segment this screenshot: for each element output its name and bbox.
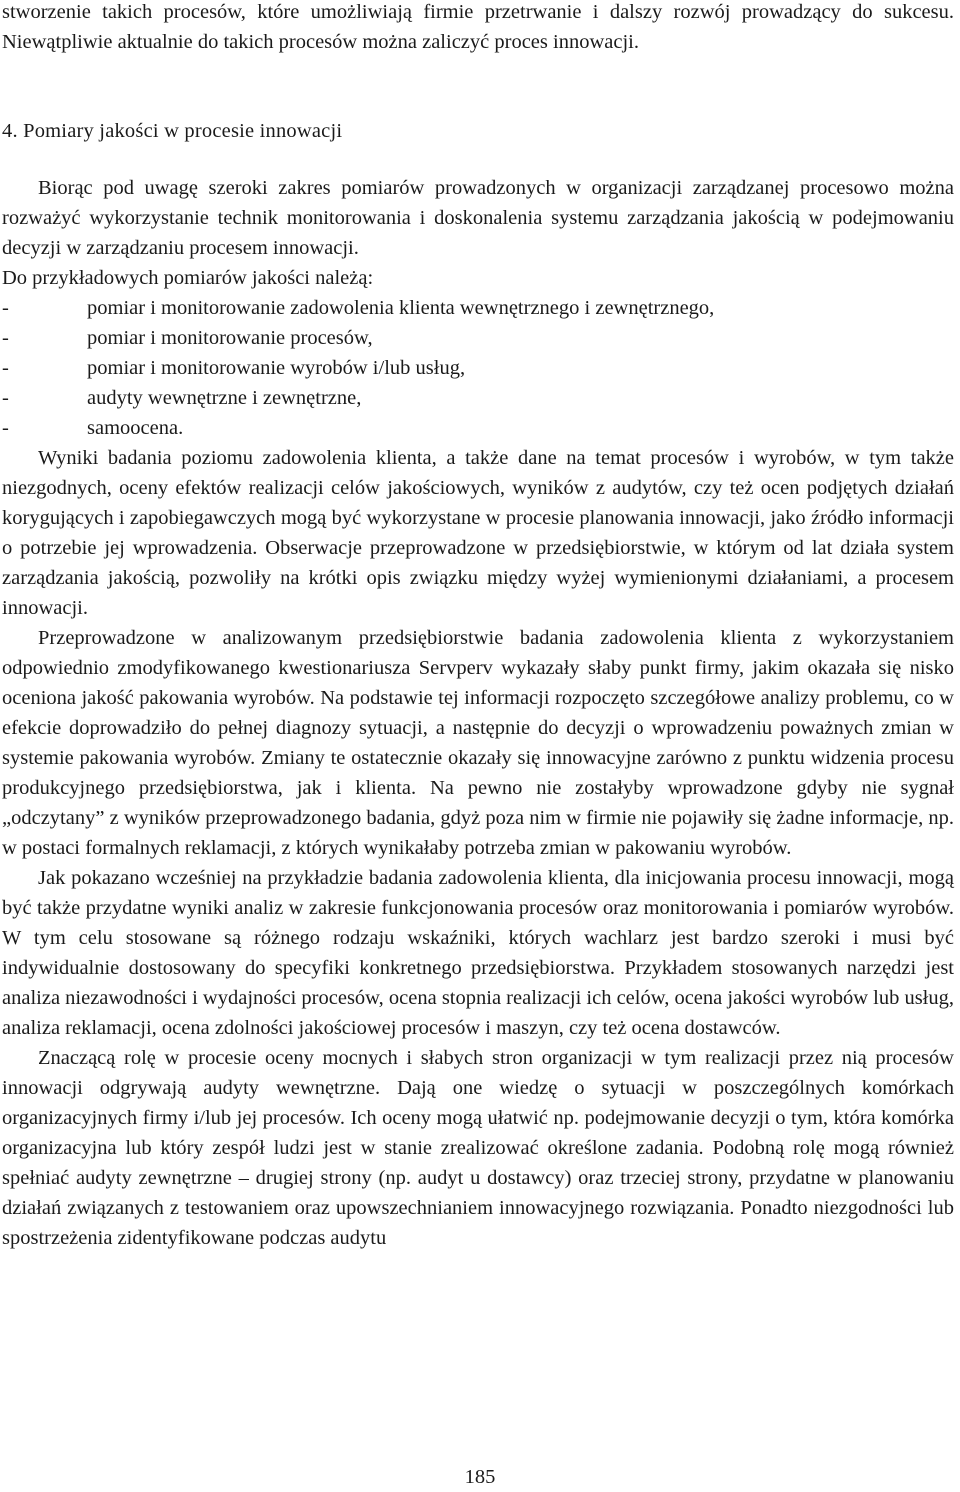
list-dash: -: [2, 417, 9, 439]
list-item: [2, 383, 954, 413]
main-text: [2, 173, 954, 1253]
list-item-text: pomiar i monitorowanie procesów,: [87, 327, 373, 349]
page-number: 185: [464, 1466, 496, 1488]
list-item-text: pomiar i monitorowanie wyrobów i/lub usług,: [87, 357, 466, 379]
list-dash: -: [2, 297, 9, 319]
list-item-text: samoocena.: [87, 417, 184, 439]
list-item-text: pomiar i monitorowanie zadowolenia klienta wewnętrznego i zewnętrznego,: [87, 297, 715, 319]
list-item: [2, 323, 954, 353]
list-dash: -: [2, 357, 9, 379]
paragraph-5: Znaczącą rolę w procesie oceny mocnych i słabych stron organizacji w tym realizacji przez nią procesów innowacji odgrywają audyty wewnętrzne. Dają one wiedzę o sytuacji w poszczególnych komórkach organizacyjnych firmy i/lub jej procesów. Ich oceny mogą ułatwić np. podejmowanie decyzji o tym, która komórka organizacyjna lub który zespół ludzi jest w stanie zrealizować określone zadania. Podobną rolę mogą również spełniać audyty zewnętrzne – drugiej strony (np. audyt u dostawcy) oraz trzeciej strony, przydatne w planowaniu działań związanych z testowaniem oraz upowszechnianiem innowacyjnego rozwiązania. Ponadto niezgodności lub spostrzeżenia zidentyfikowane podczas audytu: [2, 1047, 954, 1249]
intro-text: stworzenie takich procesów, które umożliwiają firmie przetrwanie i dalszy rozwój prowadzący do sukcesu. Niewątpliwie aktualnie do takich procesów można zaliczyć proces innowacji.: [2, 1, 954, 53]
list-item-text: audyty wewnętrzne i zewnętrzne,: [87, 387, 362, 409]
intro-paragraph: [2, 0, 954, 57]
paragraph-4: Jak pokazano wcześniej na przykładzie badania zadowolenia klienta, dla inicjowania procesu innowacji, mogą być także przydatne wyniki analiz w zakresie funkcjonowania procesów oraz monitorowania i pomiarów wyrobów. W tym celu stosowane są różnego rodzaju wskaźniki, których wachlarz jest bardzo szeroki i musi być indywidualnie dostosowany do specyfiki konkretnego przedsiębiorstwa. Przykładem stosowanych narzędzi jest analiza niezawodności i wydajności procesów, ocena stopnia realizacji ich celów, ocena jakości wyrobów lub usług, analiza reklamacji, ocena zdolności jakościowej procesów i maszyn, czy też ocena dostawców.: [2, 867, 954, 1039]
list-item: [2, 293, 954, 323]
paragraph-3: Przeprowadzone w analizowanym przedsiębiorstwie badania zadowolenia klienta z wykorzystaniem odpowiednio zmodyfikowanego kwestionariusza Servperv wykazały słaby punkt firmy, jakim okazała się nisko oceniona jakość pakowania wyrobów. Na podstawie tej informacji rozpoczęto szczegółowe analizy problemu, co w efekcie doprowadziło do pełnej diagnozy sytuacji, a następnie do decyzji o wprowadzeniu poważnych zmian w systemie pakowania wyrobów. Zmiany te ostatecznie okazały się innowacyjne zarówno z punktu widzenia procesu produkcyjnego przedsiębiorstwa, jak i klienta. Na pewno nie zostałyby wprowadzone gdyby nie sygnał „odczytany” z wyników przeprowadzonego badania, gdyż poza nim w firmie nie pojawiły się żadne informacje, np. w postaci formalnych reklamacji, z których wynikałaby potrzeba zmian w pakowaniu wyrobów.: [2, 627, 954, 859]
paragraph-1: Biorąc pod uwagę szeroki zakres pomiarów prowadzonych w organizacji zarządzanej procesowo można rozważyć wykorzystanie technik monitorowania i doskonalenia systemu zarządzania jakością w podejmowaniu decyzji w zarządzaniu procesem innowacji.: [2, 177, 954, 259]
measurement-list: [2, 293, 954, 443]
list-item: [2, 353, 954, 383]
paragraph-2: Wyniki badania poziomu zadowolenia klienta, a także dane na temat procesów i wyrobów, w tym także niezgodnych, oceny efektów realizacji celów jakościowych, wyników z audytów, czy też ocen podjętych działań korygujących i zapobiegawczych mogą być wykorzystane w procesie planowania innowacji, jako źródło informacji o potrzebie jej wprowadzenia. Obserwacje przeprowadzone w przedsiębiorstwie, w którym od lat działa system zarządzania jakością, pozwoliły na krótki opis związku między wyżej wymienionymi działaniami, a procesem innowacji.: [2, 447, 954, 619]
list-intro: Do przykładowych pomiarów jakości należą:: [2, 267, 374, 289]
list-dash: -: [2, 387, 9, 409]
list-item: [2, 413, 954, 443]
list-dash: -: [2, 327, 9, 349]
section-heading: 4. Pomiary jakości w procesie innowacji: [2, 120, 343, 142]
